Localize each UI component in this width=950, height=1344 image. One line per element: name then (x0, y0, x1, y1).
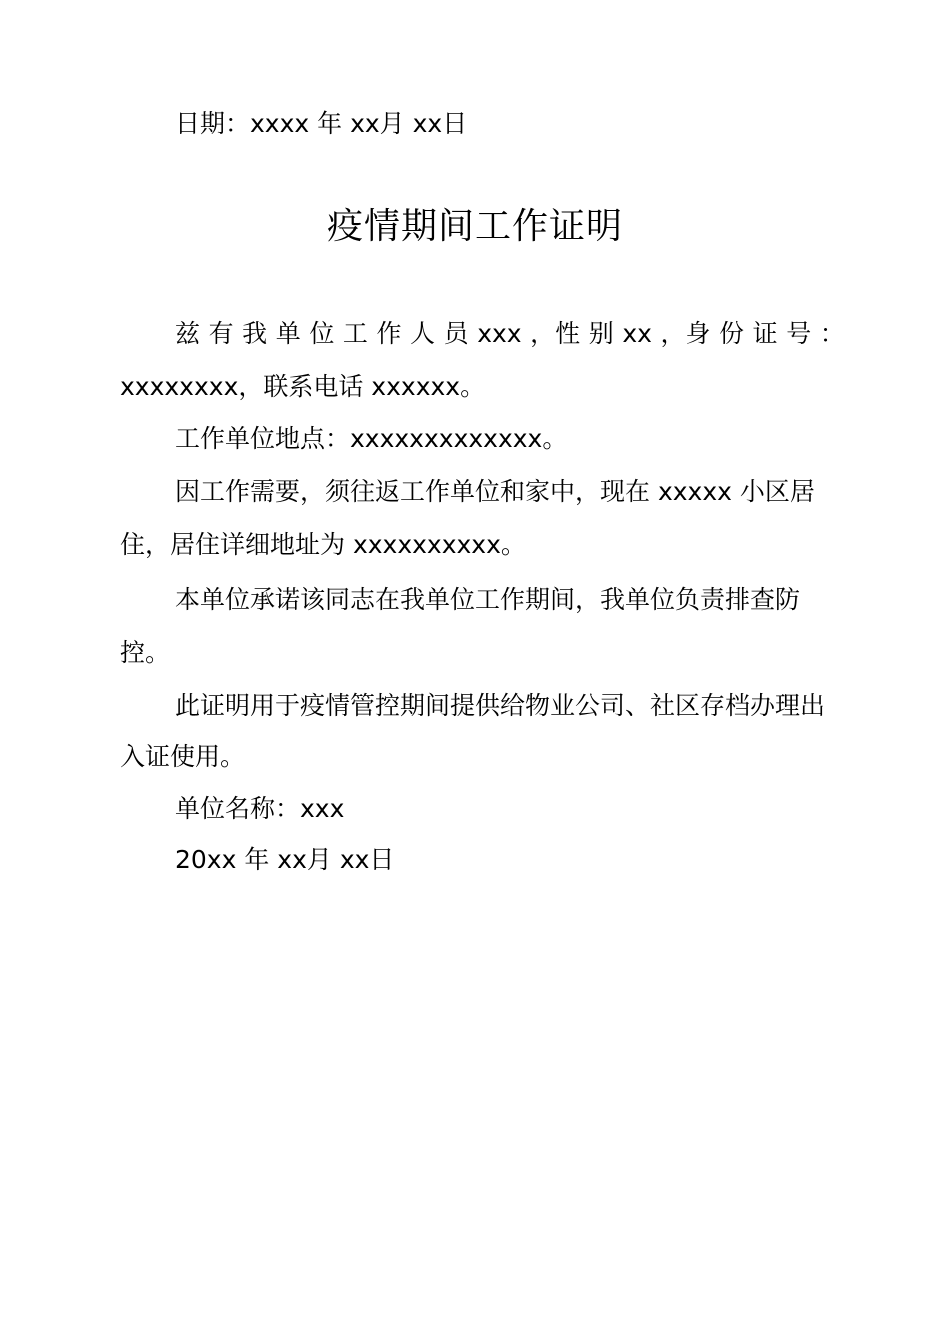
p1-word: ，性 (530, 319, 581, 348)
unit-name-line: 单位名称：xxx (175, 794, 345, 823)
p1-word: 兹 (175, 319, 201, 348)
p1-word: 员 (443, 319, 469, 348)
p1-word: 工 (342, 319, 368, 348)
paragraph3-line2: 住，居住详细地址为 xxxxxxxxxx。 (120, 530, 526, 559)
paragraph5-line2: 入证使用。 (120, 742, 246, 771)
p1-word: 我 (242, 319, 268, 348)
p1-word: 人 (410, 319, 436, 348)
paragraph4-line2: 控。 (120, 638, 171, 667)
p1-word: 有 (208, 319, 234, 348)
date-line: 日期：xxxx 年 xx月 xx日 (175, 109, 468, 138)
paragraph1-line2: xxxxxxxx，联系电话 xxxxxx。 (120, 372, 486, 401)
p1-word: 位 (309, 319, 335, 348)
p1-word: 别 (588, 319, 614, 348)
p1-word: ，身 (660, 319, 711, 348)
document-title: 疫情期间工作证明 (326, 206, 623, 247)
p1-word: xxx (477, 319, 522, 348)
paragraph1-line1 (175, 319, 845, 349)
p1-word: 单 (275, 319, 301, 348)
p1-word: 号 (786, 319, 812, 348)
p1-word: 证 (752, 319, 778, 348)
paragraph4-line1: 本单位承诺该同志在我单位工作期间，我单位负责排查防 (175, 585, 801, 614)
p1-word: xx (622, 319, 652, 348)
p1-word: 份 (719, 319, 745, 348)
p1-word: ： (819, 319, 845, 348)
workplace-line: 工作单位地点：xxxxxxxxxxxxx。 (175, 424, 568, 453)
p1-word: 作 (376, 319, 402, 348)
paragraph5-line1: 此证明用于疫情管控期间提供给物业公司、社区存档办理出 (175, 691, 826, 720)
paragraph3-line1: 因工作需要，须往返工作单位和家中，现在 xxxxx 小区居 (175, 477, 815, 506)
sign-date-line: 20xx 年 xx月 xx日 (175, 845, 395, 874)
